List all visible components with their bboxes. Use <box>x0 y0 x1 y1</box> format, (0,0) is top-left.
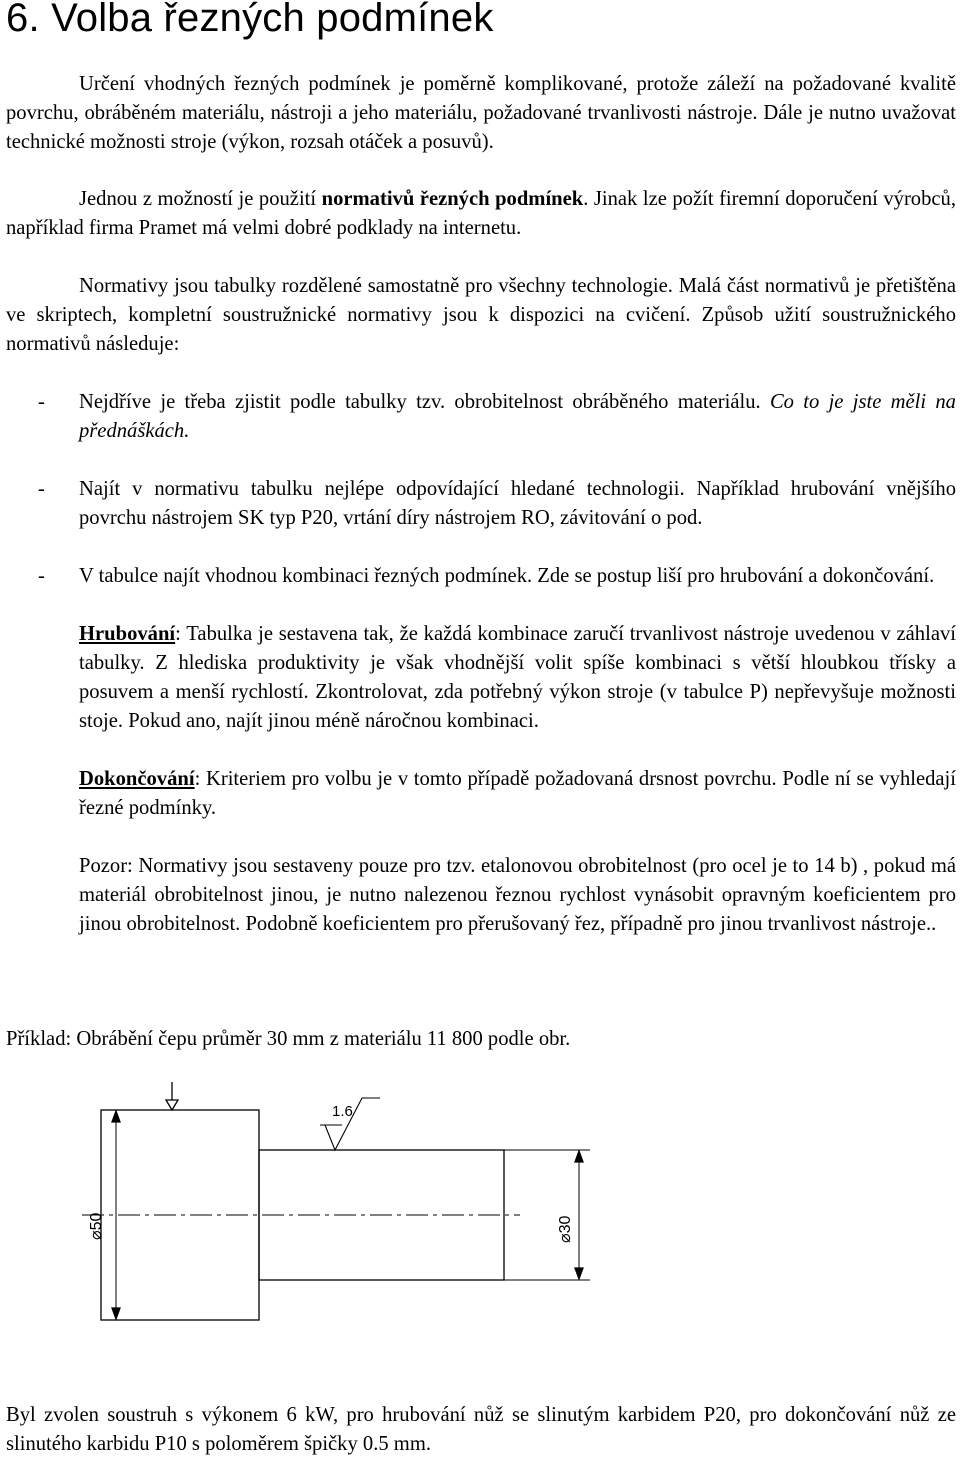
dim-arrow-up <box>112 1111 120 1122</box>
bullet-2-text: Najít v normativu tabulku nejlépe odpovídající hledané technologii. Například hrubování vnějšího povrchu nástrojem SK typ P20, vrtání díry nástrojem RO, závitování o pod. <box>79 478 956 529</box>
dim30-arrow-down <box>575 1268 583 1279</box>
intro-paragraph-2 <box>6 185 956 243</box>
bullet-dash: - <box>38 565 45 587</box>
shaft-drawing <box>80 1080 640 1380</box>
roughing-text: : Tabulka je sestavena tak, že každá kombinace zaručí trvanlivost nástroje uvedenou v záhlaví tabulky. Z hlediska produktivity je však vhodnější volit spíše kombinaci s větší hloubkou třísky a posuvem a menší rychlostí. Zkontrolovat, zda potřebný výkon stroje (v tabulce P) nepřevyšuje možnosti stoje. Pokud ano, najít jinou méně náročnou kombinaci. <box>79 623 956 732</box>
bullet-1-italic: Co to je jste měli na přednáškách. <box>79 391 956 442</box>
roughness-value: 1.6 <box>332 1103 353 1120</box>
dimension-label-50: ⌀50 <box>88 1212 105 1240</box>
finishing-label: Dokončování <box>79 768 195 790</box>
bullet-text <box>79 388 956 446</box>
dimension-label-30: ⌀30 <box>557 1215 574 1243</box>
bullet-dash: - <box>38 478 45 500</box>
roughing-paragraph <box>79 620 956 736</box>
finishing-paragraph <box>79 765 956 823</box>
bullet-dash: - <box>38 391 45 413</box>
intro-paragraph-3: Normativy jsou tabulky rozdělené samostatně pro všechny technologie. Malá část normativů je přetištěna ve skriptech, kompletní soustružnické normativy jsou k dispozici na cvičení. Způsob užití soustružnického normativů následuje: <box>6 275 956 355</box>
roughing-label: Hrubování <box>79 623 176 645</box>
intro-p2-text-b: . Jinak lze požít firemní doporučení výrobců, například firma Pramet má velmi dobré podklady na internetu. <box>6 188 956 239</box>
example-line: Příklad: Obrábění čepu průměr 30 mm z materiálu 11 800 podle obr. <box>6 1028 571 1050</box>
warning-paragraph: Pozor: Normativy jsou sestaveny pouze pro tzv. etalonovou obrobitelnost (pro ocel je to 14 b) , pokud má materiál obrobitelnost jinou, je nutno nalezenou řeznou rychlost vynásobit opravným koeficientem pro jinou obrobitelnost. Podobně koeficientem pro přerušovaný řez, případně pro jinou trvanlivost nástroje.. <box>79 855 956 935</box>
intro-p2-text-a: Jednou z možností je použití <box>79 188 322 210</box>
page-title: 6. Volba řezných podmínek <box>6 0 494 40</box>
dim-arrow-down <box>112 1308 120 1319</box>
bullet-3-text: V tabulce najít vhodnou kombinaci řezných podmínek. Zde se postup liší pro hrubování a dokončování. <box>79 565 935 587</box>
conclusion-paragraph: Byl zvolen soustruh s výkonem 6 kW, pro hrubování nůž se slinutým karbidem P20, pro dokončování nůž ze slinutého karbidu P10 s poloměrem špičky 0.5 mm. <box>6 1404 956 1455</box>
finishing-text: : Kriteriem pro volbu je v tomto případě požadovaná drsnost povrchu. Podle ní se vyhledají řezné podmínky. <box>79 768 956 819</box>
face-marker-arrow <box>166 1100 178 1110</box>
intro-p2-bold: normativů řezných podmínek <box>321 188 584 210</box>
dim30-arrow-up <box>575 1151 583 1162</box>
bullet-1-text: Nejdříve je třeba zjistit podle tabulky tzv. obrobitelnost obráběného materiálu. <box>79 391 770 413</box>
intro-paragraph-1: Určení vhodných řezných podmínek je poměrně komplikované, protože záleží na požadované kvalitě povrchu, obráběném materiálu, nástroji a jeho materiálu, požadované trvanlivosti nástroje. Dále je nutno uvažovat technické možnosti stroje (výkon, rozsah otáček a posuvů). <box>6 73 956 153</box>
